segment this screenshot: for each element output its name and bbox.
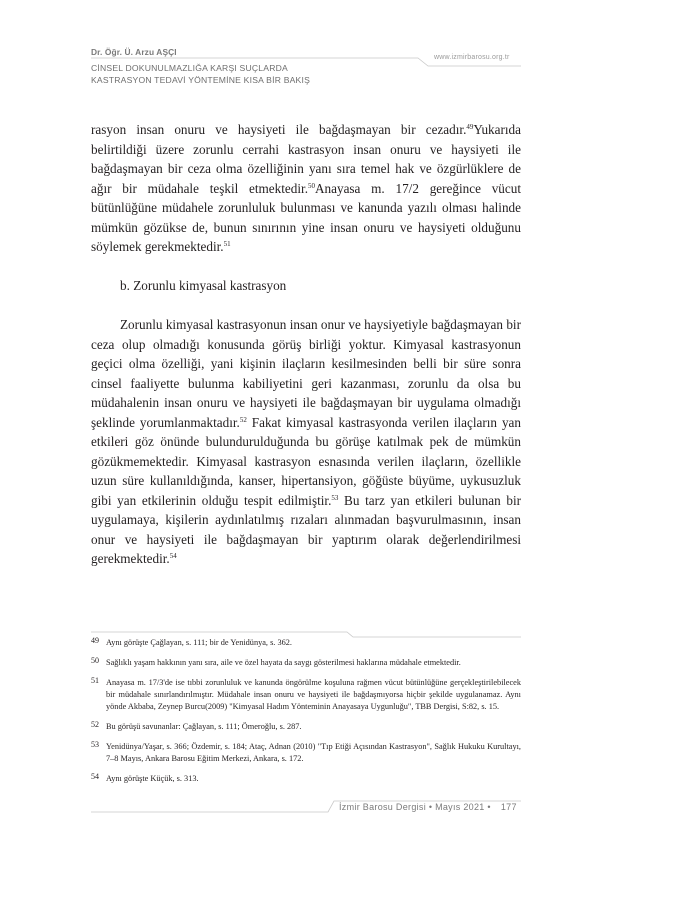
website-url[interactable]: www.izmirbarosu.org.tr (434, 54, 510, 61)
footnote-ref-53[interactable]: 53 (331, 493, 339, 502)
footnote-ref-49[interactable]: 49 (466, 123, 474, 131)
footnote-ref-50[interactable]: 50 (308, 181, 315, 190)
paragraph-2: Zorunlu kimyasal kastrasyonun insan onur ve haysiyetiyle bağdaşmayan bir ceza olup olmadığı konusunda görüş birliği yoktur. Kimyasal kastrasyonun geçici olma özelliği, yani kişinin ilaçların kesilmesinden belli bir süre sonra cinsel faaliyette bulunma kabiliyetini geri kazanması, zorunlu da olsa bu müdahalenin insan onuru ve haysiyeti ile bağdaşmayan bir uygulama olmadığı şeklinde yorumlanmaktadır.$^{52}$ Fakat kimyasal kastrasyonda verilen ilaçların yan etkileri göz önünde bulundurulduğunda bu görüşe katılmak pek de mümkün gözükmemektedir. Kimyasal kastrasyon esnasında verilen ilaçların, özellikle uzun süre kullanıldığında, kanser, hipertansiyon, göğüste büyüme, uykusuzluk gibi yan etkilerinin olduğu tespit edilmiştir.$^{53}$ Bu tarz yan etkileri bulunan bir uygulamaya, kişilerin aydınlatılmış rızaları alınmadan başvurulmasının, insan onur ve haysiyeti ile bağdaşmayan bir yaptırım olarak değerlendirilmesi gerekmektedir.$^{54}$ (91, 317, 521, 566)
paragraph-1: rasyon insan onuru ve haysiyeti ile bağdaşmayan bir cezadır.$^{49}$Yukarıda belirtildiği üzere zorunlu cerrahi kastrasyon insan onuru ve haysiyeti ile bağdaşmayan bir ceza olma özelliğinin yanı sıra temel hak ve özgürlüklere de ağır bir müdahale teşkil etmektedir.$^{50}$Anayasa m. 17/2 gereğince vücut bütünlüğüne müdahele zorunluluk bulunması ve kanunda yazılı olması halinde mümkün gözükse de, bunun sınırının yine insan onuru ve haysiyeti olduğunu söylemek gerekmektedir.$^{51}$ (91, 122, 521, 254)
footnote (91, 741, 521, 765)
footnote (91, 657, 521, 669)
article-title-line-2: KASTRASYON TEDAVİ YÖNTEMİNE KISA BİR BAKIŞ (91, 75, 311, 85)
footnote-ref-54[interactable]: 54 (169, 552, 177, 560)
page-number: 177 (500, 802, 517, 812)
footnote-number: 53 (91, 740, 99, 749)
article-body (91, 120, 521, 569)
page-footer (339, 802, 517, 812)
author-name: Dr. Öğr. Ü. Arzu AŞÇI (91, 47, 177, 57)
journal-name: İzmir Barosu Dergisi • Mayıs 2021 • (339, 802, 491, 812)
footnote (91, 677, 521, 713)
footnote-text: Yenidünya/Yaşar, s. 366; Özdemir, s. 184; Ataç, Adnan (2010) "Tıp Etiği Açısından Kastrasyon", Sağlık Hukuku Kurultayı, 7–8 Mayıs, Ankara Barosu Eğitim Merkezi, Ankara, s. 172. (106, 742, 521, 763)
footnote-ref-52[interactable]: 52 (239, 415, 247, 424)
footnote (91, 773, 521, 785)
footnotes (91, 637, 521, 793)
footnote-ref-51[interactable]: 51 (223, 240, 231, 248)
footnote-text: Aynı görüşte Küçük, s. 313. (106, 774, 199, 783)
footnote-number: 49 (91, 636, 99, 645)
footnote-text: Sağlıklı yaşam hakkının yanı sıra, aile ve özel hayata da saygı gösterilmesi haklarına müdahale etmektedir. (106, 658, 461, 667)
section-heading: b. Zorunlu kimyasal kastrasyon (120, 277, 287, 293)
footnote-number: 54 (91, 772, 99, 781)
footnote-text: Anayasa m. 17/3'de ise tıbbi zorunluluk ve kanunda öngörülme koşuluna rağmen vücut bütünlüğüne gerçekleştirilebilecek bir müdahale sınırlandırılmıştır. Müdahale insan onuru ve haysiyeti ile bağdaşmıyorsa hiçbir şekilde uygulanamaz. Aynı yönde Akbaba, Zeynep Burcu(2009) "Kimyasal Hadım Yönteminin Anayasaya Uygunluğu", TBB Dergisi, S:82, s. 15. (106, 678, 521, 711)
footnote-number: 50 (91, 656, 99, 665)
footnote-number: 51 (91, 676, 99, 685)
footnote-number: 52 (91, 720, 99, 729)
article-title (91, 62, 391, 86)
footnote-text: Aynı görüşte Çağlayan, s. 111; bir de Yenidünya, s. 362. (106, 638, 292, 647)
footnote (91, 721, 521, 733)
footnote-text: Bu görüşü savunanlar: Çağlayan, s. 111; Ömeroğlu, s. 287. (106, 722, 302, 731)
footnote (91, 637, 521, 649)
article-title-line-1: CİNSEL DOKUNULMAZLIĞA KARŞI SUÇLARDA (91, 63, 288, 73)
